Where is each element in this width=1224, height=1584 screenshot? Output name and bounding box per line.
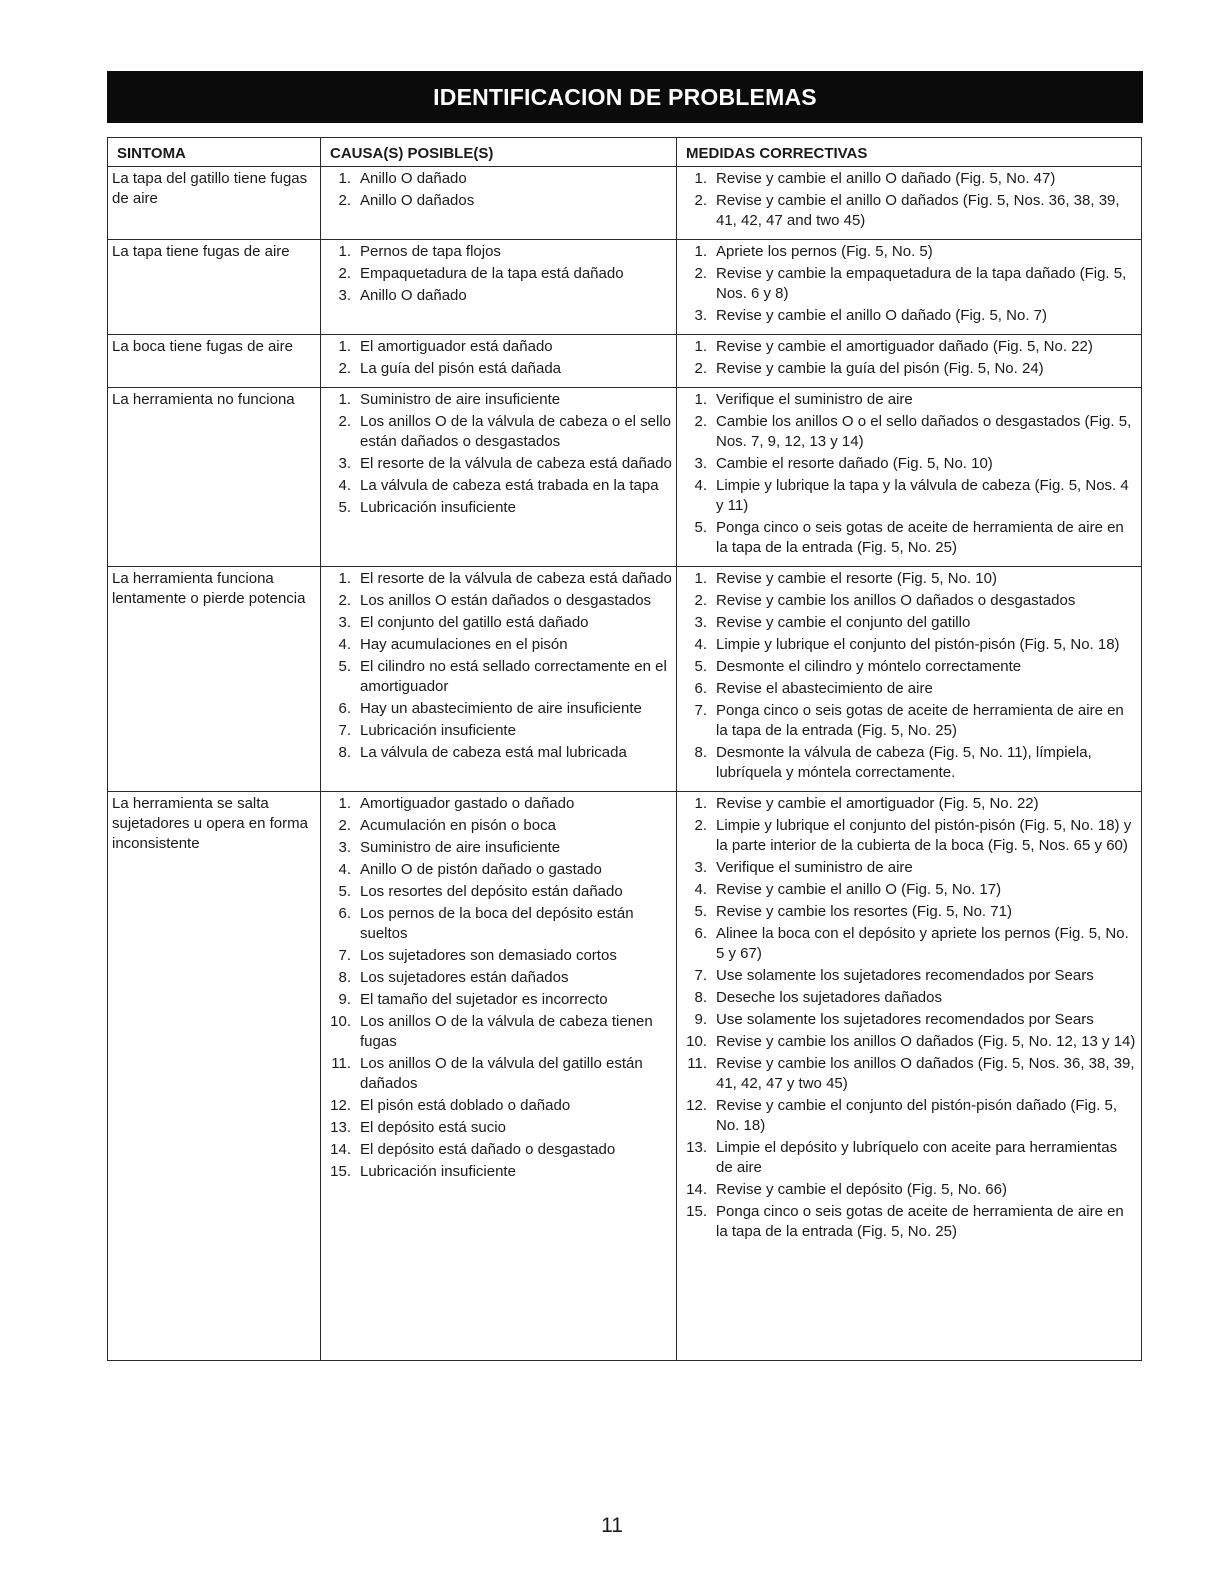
list-item: [681, 1138, 1137, 1178]
remedies-cell: [677, 388, 1142, 567]
item-text: El resorte de la válvula de cabeza está dañado: [360, 455, 672, 472]
item-number: 5.: [694, 658, 707, 675]
item-number: 4.: [694, 881, 707, 898]
list-item: [325, 169, 672, 189]
item-text: El amortiguador está dañado: [360, 338, 553, 355]
list-item: [325, 264, 672, 284]
list-item: [681, 1032, 1137, 1052]
item-number: 11.: [687, 1055, 707, 1072]
item-number: 2.: [694, 817, 707, 834]
item-number: 6.: [338, 700, 351, 717]
list-item: [325, 1162, 672, 1182]
symptom-cell: La boca tiene fugas de aire: [108, 335, 321, 388]
list-item: [325, 412, 672, 452]
item-text: El cilindro no está sellado correctamente en el amortiguador: [360, 658, 667, 695]
page-title: IDENTIFICACION DE PROBLEMAS: [107, 71, 1143, 123]
list-item: [681, 613, 1137, 633]
item-text: Alinee la boca con el depósito y apriete los pernos (Fig. 5, No. 5 y 67): [716, 925, 1129, 962]
item-text: Lubricación insuficiente: [360, 722, 516, 739]
table-row: [108, 567, 1142, 792]
item-text: Revise y cambie el anillo O dañados (Fig. 5, Nos. 36, 38, 39, 41, 42, 47 and two 45): [716, 192, 1120, 229]
list-item: [681, 1180, 1137, 1200]
item-text: Verifique el suministro de aire: [716, 391, 913, 408]
item-text: Revise y cambie el anillo O (Fig. 5, No. 17): [716, 881, 1002, 898]
item-number: 13.: [686, 1139, 707, 1156]
list-item: [325, 968, 672, 988]
list-item: [325, 242, 672, 262]
item-text: Revise y cambie los anillos O dañados (Fig. 5, Nos. 36, 38, 39, 41, 42, 47 y two 45): [716, 1055, 1135, 1092]
remedies-cell: [677, 567, 1142, 792]
item-text: Revise y cambie el amortiguador (Fig. 5, No. 22): [716, 795, 1039, 812]
item-number: 10.: [330, 1013, 351, 1030]
item-text: Los sujetadores son demasiado cortos: [360, 947, 617, 964]
item-number: 6.: [694, 680, 707, 697]
item-text: Cambie el resorte dañado (Fig. 5, No. 10): [716, 455, 993, 472]
list-item: [681, 337, 1137, 357]
item-number: 8.: [694, 744, 707, 761]
remedies-list: [681, 390, 1137, 558]
item-number: 1.: [338, 170, 351, 187]
causes-cell: [321, 335, 677, 388]
list-item: [681, 966, 1137, 986]
item-number: 5.: [338, 499, 351, 516]
header-symptom: SINTOMA: [108, 138, 321, 167]
remedies-list: [681, 242, 1137, 326]
item-text: Hay acumulaciones en el pisón: [360, 636, 568, 653]
item-text: Los anillos O de la válvula del gatillo están dañados: [360, 1055, 643, 1092]
item-number: 3.: [694, 307, 707, 324]
list-item: [325, 1140, 672, 1160]
causes-list: [325, 242, 672, 306]
item-number: 3.: [338, 839, 351, 856]
item-text: Amortiguador gastado o dañado: [360, 795, 575, 812]
item-number: 8.: [338, 744, 351, 761]
list-item: [325, 721, 672, 741]
item-number: 6.: [694, 925, 707, 942]
item-text: Los anillos O de la válvula de cabeza tienen fugas: [360, 1013, 653, 1050]
causes-cell: [321, 388, 677, 567]
list-item: [325, 990, 672, 1010]
list-item: [325, 1118, 672, 1138]
table-row: [108, 335, 1142, 388]
list-item: [325, 699, 672, 719]
list-item: [681, 264, 1137, 304]
item-number: 1.: [694, 338, 707, 355]
list-item: [681, 390, 1137, 410]
item-text: Anillo O dañados: [360, 192, 475, 209]
list-item: [681, 359, 1137, 379]
symptom-cell: La herramienta no funciona: [108, 388, 321, 567]
item-number: 9.: [338, 991, 351, 1008]
list-item: [325, 359, 672, 379]
item-text: Ponga cinco o seis gotas de aceite de herramienta de aire en la tapa de la entrada (Fig. 5, No. 25): [716, 702, 1124, 739]
item-text: Suministro de aire insuficiente: [360, 839, 561, 856]
list-item: [681, 412, 1137, 452]
list-item: [325, 337, 672, 357]
list-item: [681, 191, 1137, 231]
item-text: Los pernos de la boca del depósito están sueltos: [360, 905, 634, 942]
remedies-list: [681, 794, 1137, 1242]
item-text: Revise y cambie la empaquetadura de la tapa dañado (Fig. 5, Nos. 6 y 8): [716, 265, 1127, 302]
list-item: [681, 454, 1137, 474]
list-item: [681, 1096, 1137, 1136]
item-number: 12.: [330, 1097, 351, 1114]
item-number: 10.: [686, 1033, 707, 1050]
item-number: 8.: [694, 989, 707, 1006]
item-text: Revise y cambie el resorte (Fig. 5, No. 10): [716, 570, 997, 587]
header-causes: CAUSA(S) POSIBLE(S): [321, 138, 677, 167]
item-number: 4.: [694, 636, 707, 653]
item-number: 7.: [338, 947, 351, 964]
list-item: [325, 613, 672, 633]
item-text: Revise el abastecimiento de aire: [716, 680, 933, 697]
list-item: [681, 880, 1137, 900]
remedies-cell: [677, 167, 1142, 240]
item-text: Revise y cambie el anillo O dañado (Fig. 5, No. 47): [716, 170, 1056, 187]
table-row: [108, 167, 1142, 240]
table-row: [108, 388, 1142, 567]
item-number: 4.: [694, 477, 707, 494]
list-item: [325, 743, 672, 763]
item-text: Revise y cambie los anillos O dañados o desgastados: [716, 592, 1076, 609]
item-number: 15.: [330, 1163, 351, 1180]
list-item: [325, 882, 672, 902]
item-text: Revise y cambie los resortes (Fig. 5, No. 71): [716, 903, 1012, 920]
item-number: 2.: [338, 817, 351, 834]
item-number: 13.: [330, 1119, 351, 1136]
item-text: La guía del pisón está dañada: [360, 360, 561, 377]
item-text: Los resortes del depósito están dañado: [360, 883, 623, 900]
item-number: 5.: [694, 519, 707, 536]
remedies-cell: [677, 335, 1142, 388]
table-row: [108, 240, 1142, 335]
item-number: 4.: [338, 636, 351, 653]
list-item: [681, 1054, 1137, 1094]
item-number: 12.: [686, 1097, 707, 1114]
item-number: 1.: [338, 391, 351, 408]
remedies-list: [681, 337, 1137, 379]
item-number: 1.: [338, 243, 351, 260]
item-number: 8.: [338, 969, 351, 986]
item-number: 1.: [694, 391, 707, 408]
item-text: Revise y cambie el conjunto del gatillo: [716, 614, 971, 631]
table-row: [108, 792, 1142, 1361]
list-item: [325, 635, 672, 655]
item-number: 5.: [338, 883, 351, 900]
item-text: Anillo O de pistón dañado o gastado: [360, 861, 602, 878]
item-text: Revise y cambie el amortiguador dañado (Fig. 5, No. 22): [716, 338, 1093, 355]
item-text: Use solamente los sujetadores recomendados por Sears: [716, 1011, 1094, 1028]
item-text: Use solamente los sujetadores recomendados por Sears: [716, 967, 1094, 984]
list-item: [681, 306, 1137, 326]
item-number: 3.: [338, 287, 351, 304]
item-number: 9.: [694, 1011, 707, 1028]
troubleshooting-table: [107, 137, 1142, 1361]
item-text: Acumulación en pisón o boca: [360, 817, 556, 834]
list-item: [325, 946, 672, 966]
item-number: 4.: [338, 861, 351, 878]
item-number: 2.: [694, 192, 707, 209]
list-item: [681, 743, 1137, 783]
symptom-cell: La tapa tiene fugas de aire: [108, 240, 321, 335]
item-number: 1.: [694, 795, 707, 812]
item-number: 2.: [694, 265, 707, 282]
item-number: 3.: [694, 614, 707, 631]
symptom-cell: La herramienta se salta sujetadores u opera en forma inconsistente: [108, 792, 321, 1361]
list-item: [681, 518, 1137, 558]
list-item: [325, 390, 672, 410]
item-text: Anillo O dañado: [360, 170, 467, 187]
item-number: 1.: [338, 338, 351, 355]
item-number: 2.: [338, 592, 351, 609]
header-remedies: MEDIDAS CORRECTIVAS: [677, 138, 1142, 167]
causes-list: [325, 390, 672, 518]
list-item: [325, 860, 672, 880]
remedies-list: [681, 569, 1137, 783]
item-text: Revise y cambie los anillos O dañados (Fig. 5, No. 12, 13 y 14): [716, 1033, 1136, 1050]
list-item: [325, 657, 672, 697]
item-number: 3.: [694, 859, 707, 876]
item-number: 4.: [338, 477, 351, 494]
item-number: 3.: [694, 455, 707, 472]
item-number: 5.: [694, 903, 707, 920]
causes-list: [325, 337, 672, 379]
list-item: [681, 988, 1137, 1008]
item-text: Verifique el suministro de aire: [716, 859, 913, 876]
list-item: [681, 1202, 1137, 1242]
item-text: Cambie los anillos O o el sello dañados o desgastados (Fig. 5, Nos. 7, 9, 12, 13 y 14): [716, 413, 1132, 450]
symptom-cell: La tapa del gatillo tiene fugas de aire: [108, 167, 321, 240]
list-item: [325, 569, 672, 589]
table-body: [108, 167, 1142, 1361]
list-item: [681, 635, 1137, 655]
item-number: 1.: [694, 570, 707, 587]
list-item: [325, 1054, 672, 1094]
list-item: [325, 498, 672, 518]
item-number: 6.: [338, 905, 351, 922]
item-number: 14.: [330, 1141, 351, 1158]
item-text: Lubricación insuficiente: [360, 1163, 516, 1180]
list-item: [325, 286, 672, 306]
item-text: Los anillos O están dañados o desgastados: [360, 592, 652, 609]
list-item: [325, 591, 672, 611]
item-text: Los sujetadores están dañados: [360, 969, 569, 986]
list-item: [681, 657, 1137, 677]
item-text: El depósito está sucio: [360, 1119, 506, 1136]
remedies-cell: [677, 240, 1142, 335]
item-number: 11.: [331, 1055, 351, 1072]
item-number: 3.: [338, 614, 351, 631]
item-number: 2.: [338, 413, 351, 430]
item-text: Revise y cambie el anillo O dañado (Fig. 5, No. 7): [716, 307, 1047, 324]
item-number: 5.: [338, 658, 351, 675]
item-text: Ponga cinco o seis gotas de aceite de herramienta de aire en la tapa de la entrada (Fig. 5, No. 25): [716, 1203, 1124, 1240]
causes-cell: [321, 167, 677, 240]
list-item: [325, 904, 672, 944]
list-item: [681, 242, 1137, 262]
item-text: Revise y cambie el conjunto del pistón-pisón dañado (Fig. 5, No. 18): [716, 1097, 1118, 1134]
item-number: 7.: [338, 722, 351, 739]
causes-cell: [321, 567, 677, 792]
item-text: Limpie y lubrique la tapa y la válvula de cabeza (Fig. 5, Nos. 4 y 11): [716, 477, 1129, 514]
item-text: La válvula de cabeza está trabada en la tapa: [360, 477, 659, 494]
item-text: Empaquetadura de la tapa está dañado: [360, 265, 624, 282]
item-text: Los anillos O de la válvula de cabeza o el sello están dañados o desgastados: [360, 413, 672, 450]
item-number: 1.: [694, 243, 707, 260]
item-text: El conjunto del gatillo está dañado: [360, 614, 589, 631]
item-number: 14.: [686, 1181, 707, 1198]
item-text: Desmonte el cilindro y móntelo correctamente: [716, 658, 1022, 675]
item-number: 3.: [338, 455, 351, 472]
item-text: Deseche los sujetadores dañados: [716, 989, 942, 1006]
causes-list: [325, 169, 672, 211]
causes-list: [325, 569, 672, 763]
list-item: [681, 591, 1137, 611]
item-number: 1.: [338, 570, 351, 587]
symptom-cell: La herramienta funciona lentamente o pierde potencia: [108, 567, 321, 792]
item-text: Lubricación insuficiente: [360, 499, 516, 516]
item-text: Limpie y lubrique el conjunto del pistón-pisón (Fig. 5, No. 18): [716, 636, 1120, 653]
causes-cell: [321, 240, 677, 335]
list-item: [325, 454, 672, 474]
table-header-row: [108, 138, 1142, 167]
item-text: Suministro de aire insuficiente: [360, 391, 561, 408]
item-number: 2.: [694, 360, 707, 377]
page-number: 11: [601, 1514, 623, 1537]
list-item: [681, 169, 1137, 189]
list-item: [325, 794, 672, 814]
item-text: Anillo O dañado: [360, 287, 467, 304]
item-number: 7.: [694, 967, 707, 984]
list-item: [325, 1096, 672, 1116]
item-number: 2.: [694, 413, 707, 430]
item-text: Limpie el depósito y lubríquelo con aceite para herramientas de aire: [716, 1139, 1118, 1176]
item-text: Apriete los pernos (Fig. 5, No. 5): [716, 243, 933, 260]
list-item: [325, 1012, 672, 1052]
list-item: [681, 569, 1137, 589]
item-text: Revise y cambie el depósito (Fig. 5, No. 66): [716, 1181, 1007, 1198]
list-item: [325, 838, 672, 858]
list-item: [681, 816, 1137, 856]
item-number: 2.: [338, 360, 351, 377]
list-item: [681, 476, 1137, 516]
item-text: Revise y cambie la guía del pisón (Fig. 5, No. 24): [716, 360, 1044, 377]
item-number: 15.: [686, 1203, 707, 1220]
item-text: El pisón está doblado o dañado: [360, 1097, 571, 1114]
list-item: [681, 794, 1137, 814]
item-number: 1.: [338, 795, 351, 812]
list-item: [681, 1010, 1137, 1030]
item-text: El tamaño del sujetador es incorrecto: [360, 991, 608, 1008]
item-text: La válvula de cabeza está mal lubricada: [360, 744, 627, 761]
item-number: 2.: [694, 592, 707, 609]
list-item: [681, 679, 1137, 699]
list-item: [325, 476, 672, 496]
item-text: Hay un abastecimiento de aire insuficiente: [360, 700, 642, 717]
item-number: 2.: [338, 265, 351, 282]
list-item: [681, 701, 1137, 741]
remedies-list: [681, 169, 1137, 231]
list-item: [681, 902, 1137, 922]
causes-cell: [321, 792, 677, 1361]
list-item: [681, 924, 1137, 964]
list-item: [325, 816, 672, 836]
item-number: 2.: [338, 192, 351, 209]
item-text: Limpie y lubrique el conjunto del pistón-pisón (Fig. 5, No. 18) y la parte interior de la cubierta de la boca (Fig. 5, Nos. 65 y 60): [716, 817, 1132, 854]
item-text: El resorte de la válvula de cabeza está dañado: [360, 570, 672, 587]
list-item: [681, 858, 1137, 878]
item-text: El depósito está dañado o desgastado: [360, 1141, 616, 1158]
list-item: [325, 191, 672, 211]
item-number: 7.: [694, 702, 707, 719]
causes-list: [325, 794, 672, 1182]
item-text: Desmonte la válvula de cabeza (Fig. 5, No. 11), límpiela, lubríquela y móntela correctamente.: [716, 744, 1092, 781]
item-text: Pernos de tapa flojos: [360, 243, 501, 260]
remedies-cell: [677, 792, 1142, 1361]
item-number: 1.: [694, 170, 707, 187]
item-text: Ponga cinco o seis gotas de aceite de herramienta de aire en la tapa de la entrada (Fig. 5, No. 25): [716, 519, 1124, 556]
